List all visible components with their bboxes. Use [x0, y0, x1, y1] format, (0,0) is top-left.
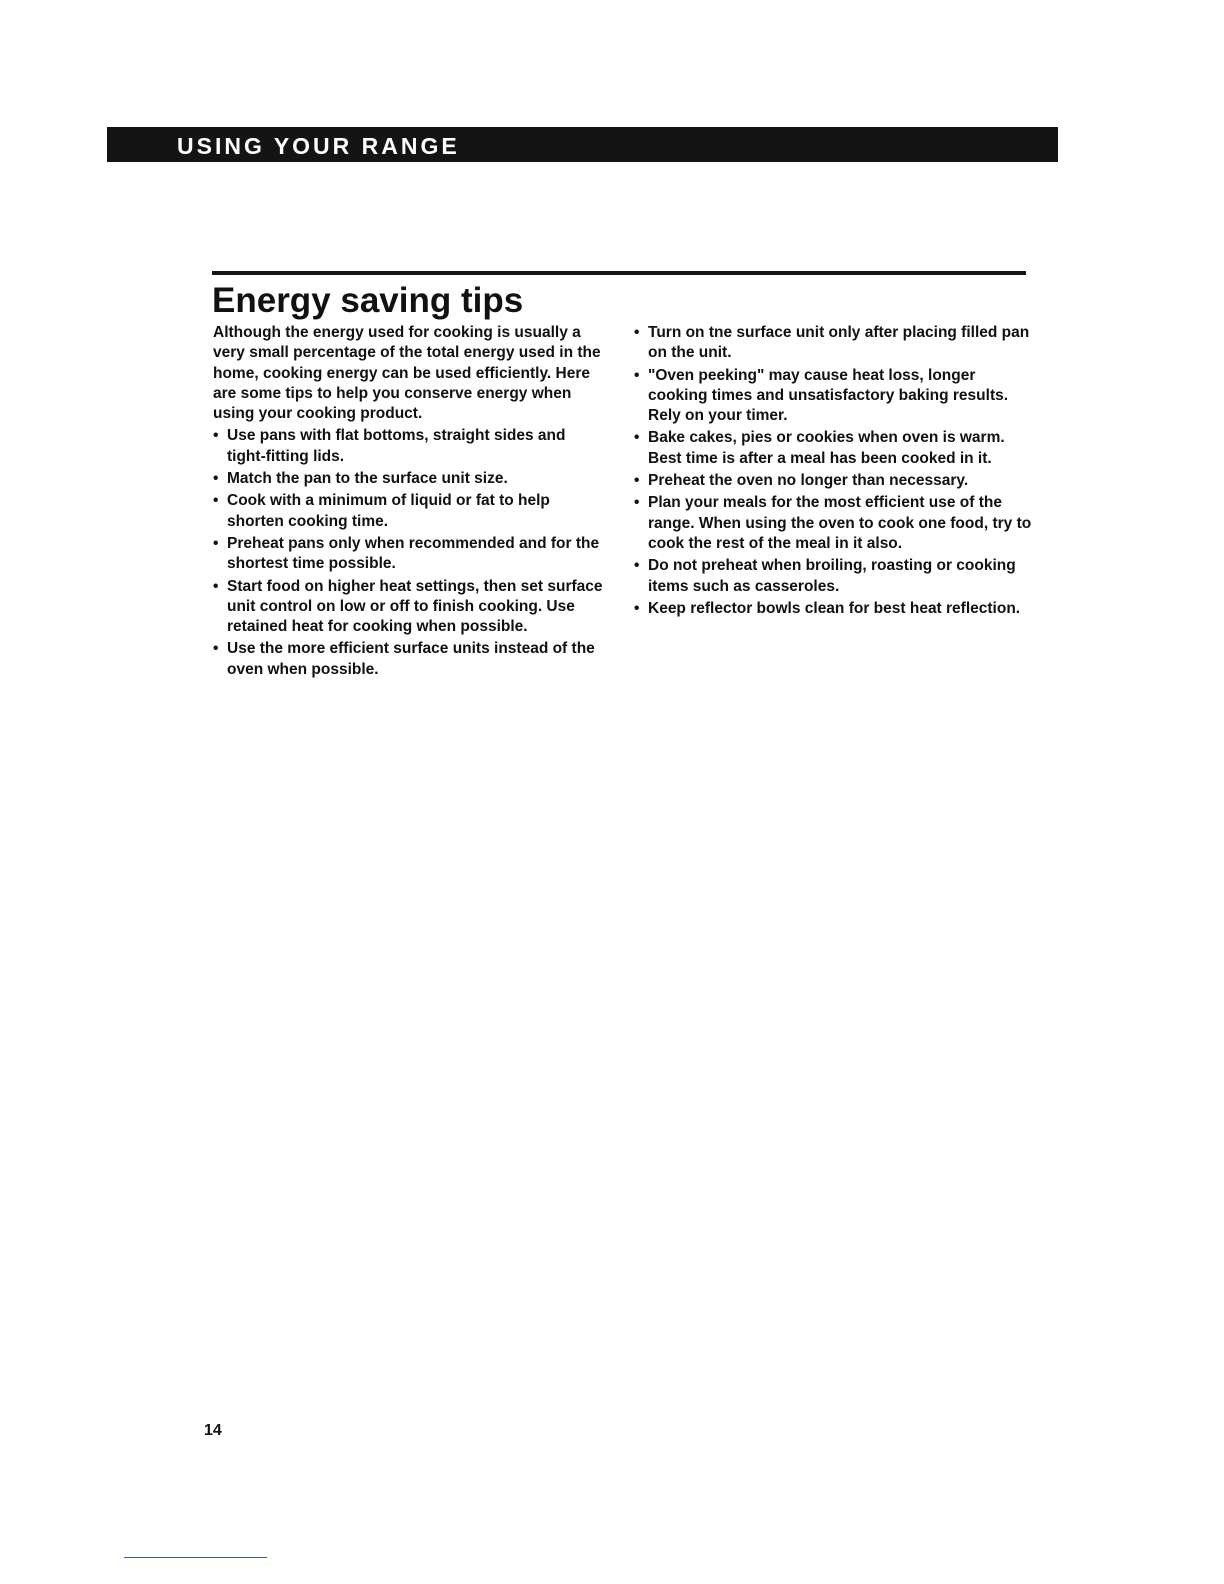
- bullet-icon: •: [213, 577, 219, 595]
- list-item: [213, 426, 605, 467]
- bullet-icon: •: [634, 472, 640, 490]
- page-title: Energy saving tips: [212, 281, 524, 320]
- tip-text: "Oven peeking" may cause heat loss, longer cooking times and unsatisfactory baking results. Rely on your timer.: [648, 366, 1009, 425]
- list-item: [634, 471, 1034, 491]
- bullet-icon: •: [634, 324, 640, 341]
- footer-divider: [124, 1557, 267, 1558]
- tip-text: Start food on higher heat settings, then set surface unit control on low or off to finish cooking. Use retained heat for cooking when possible.: [227, 577, 603, 636]
- left-column: [213, 323, 605, 680]
- list-item: [634, 556, 1034, 597]
- intro-paragraph: Although the energy used for cooking is usually a very small percentage of the total energy used in the home, cooking energy can be used efficiently. Here are some tips to help you conserve energy when using your cooking product.: [213, 324, 601, 423]
- bullet-icon: •: [634, 494, 640, 512]
- tip-text: Preheat pans only when recommended and for the shortest time possible.: [227, 534, 600, 573]
- tip-text: Turn on tne surface unit only after placing filled pan on the unit.: [648, 324, 1030, 362]
- bullet-icon: •: [634, 429, 640, 447]
- list-item: [213, 534, 605, 575]
- page-number: 14: [204, 1422, 222, 1439]
- bullet-icon: •: [213, 470, 219, 488]
- right-column: [634, 323, 1034, 619]
- section-header-label: USING YOUR RANGE: [177, 133, 460, 159]
- list-item: [213, 577, 605, 638]
- bullet-icon: •: [634, 366, 640, 384]
- list-item: [213, 639, 605, 680]
- list-item: [634, 493, 1034, 554]
- left-tips-list: [213, 426, 605, 680]
- tip-text: Do not preheat when broiling, roasting or cooking items such as casseroles.: [648, 557, 1016, 595]
- title-rule: [212, 271, 1026, 275]
- list-item: [634, 366, 1034, 427]
- tip-text: Use the more efficient surface units instead of the oven when possible.: [227, 640, 595, 678]
- tip-text: Keep reflector bowls clean for best heat reflection.: [648, 599, 1021, 617]
- tip-text: Preheat the oven no longer than necessary.: [648, 472, 969, 490]
- right-tips-list: [634, 323, 1034, 619]
- tip-text: Plan your meals for the most efficient use of the range. When using the oven to cook one food, try to cook the rest of the meal in it also.: [648, 494, 1032, 552]
- bullet-icon: •: [213, 492, 219, 510]
- bullet-icon: •: [634, 557, 640, 575]
- bullet-icon: •: [213, 534, 219, 552]
- tip-text: Match the pan to the surface unit size.: [227, 470, 508, 488]
- bullet-icon: •: [213, 427, 219, 445]
- list-item: [213, 469, 605, 489]
- bullet-icon: •: [634, 599, 640, 617]
- tip-text: Use pans with flat bottoms, straight sides and tight-fitting lids.: [227, 427, 566, 465]
- bullet-icon: •: [213, 640, 219, 658]
- list-item: [634, 599, 1034, 619]
- list-item: [634, 323, 1034, 364]
- list-item: [634, 428, 1034, 469]
- tip-text: Cook with a minimum of liquid or fat to help shorten cooking time.: [227, 492, 550, 530]
- list-item: [213, 491, 605, 532]
- tip-text: Bake cakes, pies or cookies when oven is warm. Best time is after a meal has been cooked in it.: [648, 429, 1005, 467]
- section-header-bar: [107, 127, 1058, 162]
